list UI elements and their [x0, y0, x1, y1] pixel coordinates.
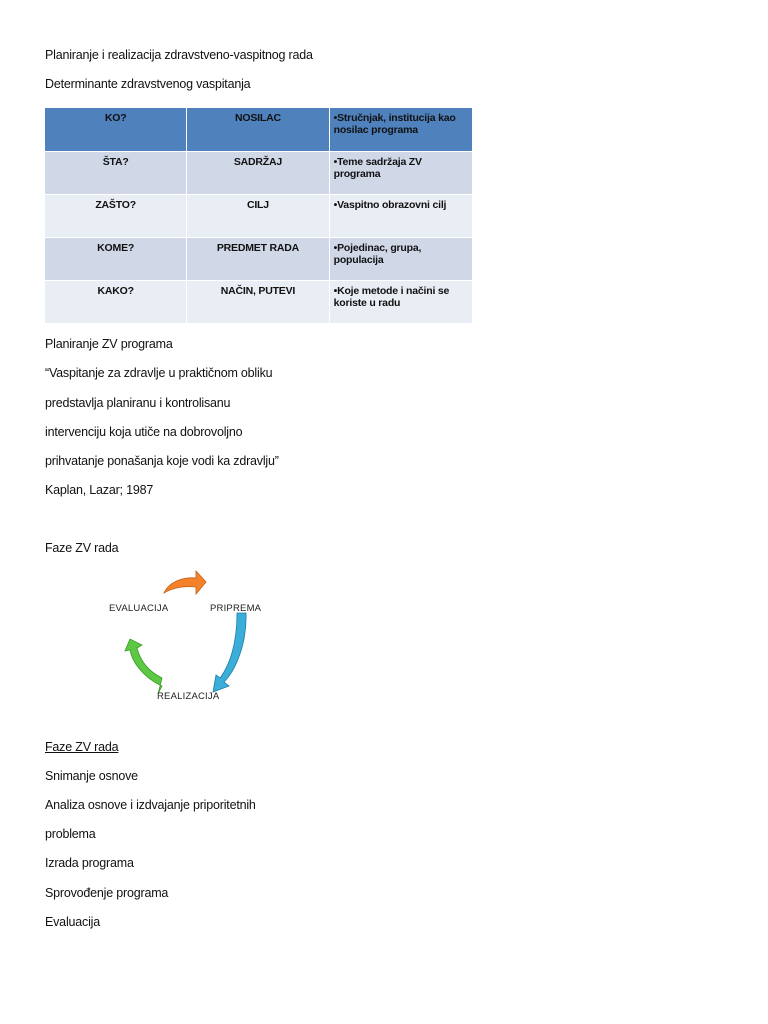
list-item: Analiza osnove i izdvajanje priporitetnih [45, 798, 256, 812]
list-item: Sprovođenje programa [45, 886, 169, 900]
section-heading-determinants: Determinante zdravstvenog vaspitanja [45, 77, 251, 91]
document-title: Planiranje i realizacija zdravstveno-vaspitnog rada [45, 48, 313, 62]
citation: Kaplan, Lazar; 1987 [45, 483, 154, 497]
list-item: Izrada programa [45, 856, 134, 870]
list-item: Evaluacija [45, 915, 100, 929]
table-cell-question: KOME? [45, 237, 187, 280]
table-cell-description: •Pojedinac, grupa, populacija [330, 237, 472, 280]
quote-line: intervenciju koja utiče na dobrovoljno [45, 425, 243, 439]
table-cell-element: CILJ [187, 194, 329, 237]
section-heading-planning: Planiranje ZV programa [45, 337, 173, 351]
orange-arrow-icon [164, 571, 206, 594]
list-item: problema [45, 827, 96, 841]
table-cell-question: KAKO? [45, 280, 187, 323]
cycle-label-preparation: PRIPREMA [210, 603, 262, 614]
table-cell-element: SADRŽAJ [187, 151, 329, 194]
section-heading-phases: Faze ZV rada [45, 541, 119, 555]
table-cell-element: NAČIN, PUTEVI [187, 280, 329, 323]
table-row [45, 237, 472, 280]
table-cell-description: •Teme sadržaja ZV programa [330, 151, 472, 194]
cycle-label-evaluation: EVALUACIJA [109, 603, 169, 614]
green-arrow-icon [125, 639, 162, 694]
table-cell-question: KO? [45, 108, 187, 151]
list-item: Snimanje osnove [45, 769, 138, 783]
table-cell-description: •Stručnjak, institucija kao nosilac programa [330, 108, 472, 151]
table-cell-description: •Koje metode i načini se koriste u radu [330, 280, 472, 323]
quote-line: predstavlja planiranu i kontrolisanu [45, 396, 231, 410]
table-cell-description: •Vaspitno obrazovni cilj [330, 194, 472, 237]
table-row [45, 151, 472, 194]
phases-list-heading: Faze ZV rada [45, 740, 119, 754]
cycle-label-realization: REALIZACIJA [157, 691, 220, 702]
quote-line: “Vaspitanje za zdravlje u praktičnom obliku [45, 366, 273, 380]
table-cell-question: ŠTA? [45, 151, 187, 194]
table-cell-element: NOSILAC [187, 108, 329, 151]
table-row [45, 108, 472, 151]
table-cell-element: PREDMET RADA [187, 237, 329, 280]
blue-arrow-icon [213, 613, 246, 692]
determinants-table [45, 108, 472, 323]
quote-line: prihvatanje ponašanja koje vodi ka zdravlju” [45, 454, 279, 468]
table-row [45, 280, 472, 323]
table-cell-question: ZAŠTO? [45, 194, 187, 237]
phase-cycle-diagram [100, 565, 280, 710]
table-row [45, 194, 472, 237]
